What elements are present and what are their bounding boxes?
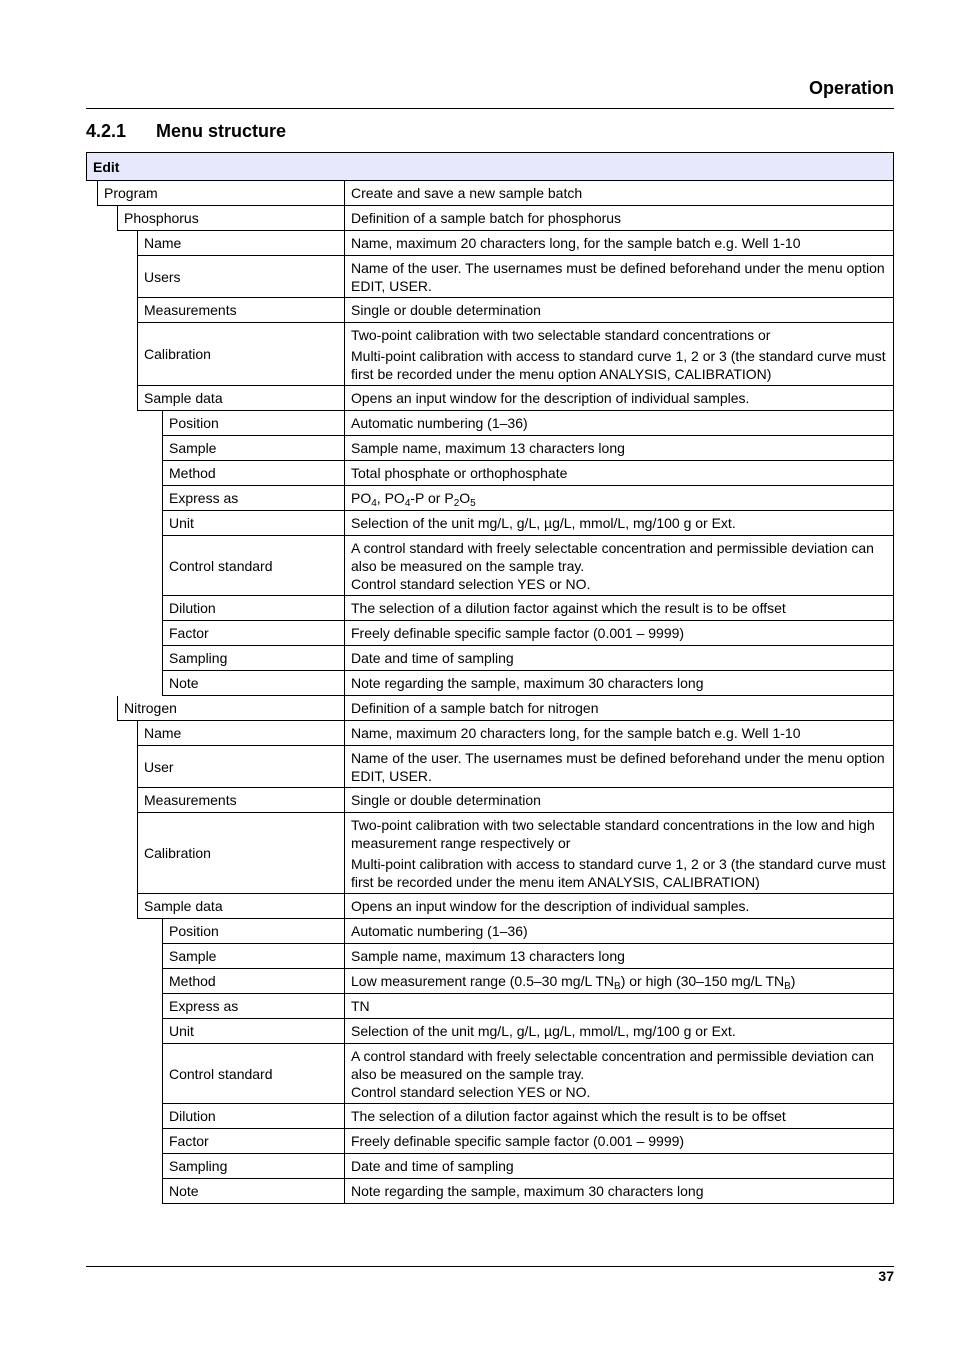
menu-item-label: Measurements	[137, 788, 344, 813]
menu-item-description	[344, 1044, 894, 1104]
menu-row	[86, 944, 894, 969]
menu-item-label: Measurements	[137, 298, 344, 323]
menu-item-description	[344, 696, 894, 721]
menu-item-label: Factor	[162, 1129, 344, 1154]
menu-item-description	[344, 1104, 894, 1129]
menu-item-description	[344, 386, 894, 411]
menu-row	[86, 486, 894, 511]
menu-item-label: User	[137, 746, 344, 788]
description-paragraph: Multi-point calibration with access to standard curve 1, 2 or 3 (the standard curve must first be recorded under the menu option ANALYSIS, CALIBRATION)	[351, 348, 886, 382]
menu-item-description	[344, 486, 894, 511]
menu-row	[86, 386, 894, 411]
menu-item-label: Phosphorus	[117, 206, 344, 231]
menu-structure-table	[86, 152, 894, 1204]
text-segment: ) or high (30–150 mg/L TN	[620, 973, 785, 989]
menu-rows	[86, 181, 894, 1204]
menu-row	[86, 231, 894, 256]
menu-row	[86, 721, 894, 746]
description-paragraph: Create and save a new sample batch	[351, 185, 583, 201]
description-paragraph: The selection of a dilution factor against which the result is to be offset	[351, 600, 786, 616]
description-text	[351, 489, 887, 507]
description-paragraph: Single or double determination	[351, 792, 541, 808]
menu-row	[86, 323, 894, 386]
description-paragraph: Opens an input window for the description of individual samples.	[351, 390, 750, 406]
menu-item-label: Position	[162, 411, 344, 436]
menu-row	[86, 298, 894, 323]
indent-gutter	[86, 1044, 162, 1104]
description-paragraph: Date and time of sampling	[351, 1158, 514, 1174]
subscript-text: B	[784, 981, 791, 992]
menu-item-label: Express as	[162, 994, 344, 1019]
menu-item-description	[344, 788, 894, 813]
menu-item-description	[344, 298, 894, 323]
description-paragraph: Name, maximum 20 characters long, for the sample batch e.g. Well 1-10	[351, 725, 801, 741]
text-segment: O	[459, 490, 471, 506]
menu-item-label: Calibration	[137, 323, 344, 386]
indent-gutter	[86, 461, 162, 486]
menu-row	[86, 1154, 894, 1179]
menu-item-label: Sample data	[137, 894, 344, 919]
menu-item-description	[344, 944, 894, 969]
menu-item-description	[344, 461, 894, 486]
menu-row	[86, 411, 894, 436]
menu-item-label: Sampling	[162, 646, 344, 671]
menu-row	[86, 788, 894, 813]
indent-gutter	[86, 1179, 162, 1204]
menu-row	[86, 994, 894, 1019]
menu-item-description	[344, 1154, 894, 1179]
menu-item-label: Sample	[162, 436, 344, 461]
indent-gutter	[86, 436, 162, 461]
indent-gutter	[86, 1129, 162, 1154]
menu-item-label: Name	[137, 231, 344, 256]
description-paragraph: Note regarding the sample, maximum 30 characters long	[351, 675, 704, 691]
indent-gutter	[86, 696, 117, 721]
section-title: Menu structure	[156, 121, 287, 141]
indent-gutter	[86, 511, 162, 536]
menu-item-label: Sampling	[162, 1154, 344, 1179]
indent-gutter	[86, 788, 137, 813]
menu-item-label: Dilution	[162, 1104, 344, 1129]
description-paragraph: Name of the user. The usernames must be defined beforehand under the menu option EDIT, USER.	[351, 260, 885, 294]
indent-gutter	[86, 1104, 162, 1129]
menu-row	[86, 1019, 894, 1044]
menu-item-description	[344, 721, 894, 746]
description-paragraph: Freely definable specific sample factor (0.001 – 9999)	[351, 1133, 685, 1149]
description-paragraph: Sample name, maximum 13 characters long	[351, 440, 625, 456]
subscript-text: 2	[453, 498, 460, 509]
menu-item-label: Method	[162, 969, 344, 994]
menu-item-description	[344, 813, 894, 894]
indent-gutter	[86, 411, 162, 436]
indent-gutter	[86, 181, 97, 206]
menu-item-description	[344, 671, 894, 696]
indent-gutter	[86, 746, 137, 788]
menu-item-description	[344, 1129, 894, 1154]
text-segment: PO	[351, 490, 372, 506]
menu-item-label: Method	[162, 461, 344, 486]
menu-item-description	[344, 646, 894, 671]
description-paragraph: Name, maximum 20 characters long, for the sample batch e.g. Well 1-10	[351, 235, 801, 251]
text-segment: -P or P	[410, 490, 454, 506]
menu-item-description	[344, 323, 894, 386]
subscript-text: B	[614, 981, 621, 992]
indent-gutter	[86, 386, 137, 411]
menu-item-label: Express as	[162, 486, 344, 511]
indent-gutter	[86, 944, 162, 969]
menu-item-description	[344, 256, 894, 298]
menu-item-label: Name	[137, 721, 344, 746]
description-paragraph: Automatic numbering (1–36)	[351, 415, 528, 431]
menu-item-description	[344, 1019, 894, 1044]
menu-row	[86, 596, 894, 621]
menu-row	[86, 894, 894, 919]
indent-gutter	[86, 919, 162, 944]
indent-gutter	[86, 994, 162, 1019]
indent-gutter	[86, 894, 137, 919]
menu-row	[86, 181, 894, 206]
menu-item-label: Unit	[162, 1019, 344, 1044]
description-paragraph: Automatic numbering (1–36)	[351, 923, 528, 939]
menu-row	[86, 1044, 894, 1104]
description-paragraph: Note regarding the sample, maximum 30 characters long	[351, 1183, 704, 1199]
menu-row	[86, 256, 894, 298]
indent-gutter	[86, 536, 162, 596]
indent-gutter	[86, 621, 162, 646]
menu-item-label: Control standard	[162, 1044, 344, 1104]
footer-divider	[86, 1266, 894, 1267]
menu-row	[86, 206, 894, 231]
menu-row	[86, 536, 894, 596]
description-paragraph: Date and time of sampling	[351, 650, 514, 666]
menu-item-label: Sample data	[137, 386, 344, 411]
menu-row	[86, 511, 894, 536]
description-paragraph: Definition of a sample batch for phosphorus	[351, 210, 622, 226]
menu-root-edit: Edit	[86, 152, 894, 181]
menu-row	[86, 746, 894, 788]
menu-item-description	[344, 536, 894, 596]
menu-item-label: Program	[97, 181, 344, 206]
description-paragraph: Freely definable specific sample factor (0.001 – 9999)	[351, 625, 685, 641]
indent-gutter	[86, 256, 137, 298]
menu-item-description	[344, 746, 894, 788]
indent-gutter	[86, 1019, 162, 1044]
indent-gutter	[86, 486, 162, 511]
subscript-text: 5	[470, 498, 476, 509]
description-paragraph: Selection of the unit mg/L, g/L, µg/L, mmol/L, mg/100 g or Ext.	[351, 515, 736, 531]
menu-item-label: Note	[162, 1179, 344, 1204]
description-paragraph: A control standard with freely selectable concentration and permissible deviation can also be measured on the sample tray. Control standard selection YES or NO.	[351, 540, 874, 592]
indent-gutter	[86, 671, 162, 696]
description-paragraph: Two-point calibration with two selectable standard concentrations in the low and high measurement range respectively or	[351, 817, 875, 851]
menu-row	[86, 621, 894, 646]
menu-item-label: Note	[162, 671, 344, 696]
menu-item-description	[344, 511, 894, 536]
indent-gutter	[86, 596, 162, 621]
menu-item-description	[344, 919, 894, 944]
text-segment: Low measurement range (0.5–30 mg/L TN	[351, 973, 615, 989]
description-paragraph: Selection of the unit mg/L, g/L, µg/L, mmol/L, mg/100 g or Ext.	[351, 1023, 736, 1039]
description-paragraph: Name of the user. The usernames must be defined beforehand under the menu option EDIT, USER.	[351, 750, 885, 784]
menu-item-description	[344, 894, 894, 919]
menu-item-description	[344, 596, 894, 621]
menu-row	[86, 671, 894, 696]
menu-item-label: Position	[162, 919, 344, 944]
description-paragraph: Sample name, maximum 13 characters long	[351, 948, 625, 964]
running-header-title: Operation	[808, 78, 894, 98]
description-paragraph: Single or double determination	[351, 302, 541, 318]
menu-item-description	[344, 969, 894, 994]
menu-item-description	[344, 411, 894, 436]
menu-row	[86, 919, 894, 944]
indent-gutter	[86, 298, 137, 323]
menu-row	[86, 436, 894, 461]
menu-item-description	[344, 231, 894, 256]
indent-gutter	[86, 1154, 162, 1179]
menu-item-description	[344, 994, 894, 1019]
text-segment: , PO	[376, 490, 405, 506]
description-paragraph: Definition of a sample batch for nitrogen	[351, 700, 599, 716]
indent-gutter	[86, 646, 162, 671]
description-paragraph: A control standard with freely selectable concentration and permissible deviation can also be measured on the sample tray. Control standard selection YES or NO.	[351, 1048, 874, 1100]
menu-item-label: Calibration	[137, 813, 344, 894]
menu-item-description	[344, 436, 894, 461]
description-text	[351, 972, 887, 990]
description-paragraph: The selection of a dilution factor against which the result is to be offset	[351, 1108, 786, 1124]
menu-item-label: Dilution	[162, 596, 344, 621]
header-divider	[86, 108, 894, 109]
indent-gutter	[86, 206, 117, 231]
menu-item-label: Sample	[162, 944, 344, 969]
menu-item-label: Unit	[162, 511, 344, 536]
description-paragraph: TN	[351, 998, 370, 1014]
menu-item-label: Factor	[162, 621, 344, 646]
menu-item-label: Users	[137, 256, 344, 298]
menu-item-label: Nitrogen	[117, 696, 344, 721]
indent-gutter	[86, 323, 137, 386]
menu-row	[86, 813, 894, 894]
description-paragraph: Total phosphate or orthophosphate	[351, 465, 568, 481]
section-number: 4.2.1	[86, 121, 127, 141]
menu-item-description	[344, 1179, 894, 1204]
description-paragraph: Multi-point calibration with access to standard curve 1, 2 or 3 (the standard curve must first be recorded under the menu item ANALYSIS, CALIBRATION)	[351, 856, 886, 890]
menu-row	[86, 461, 894, 486]
page-number: 37	[878, 1268, 894, 1284]
indent-gutter	[86, 721, 137, 746]
subscript-text: 4	[404, 498, 411, 509]
menu-row	[86, 646, 894, 671]
indent-gutter	[86, 231, 137, 256]
menu-row	[86, 969, 894, 994]
section-heading	[86, 121, 286, 142]
menu-item-description	[344, 621, 894, 646]
menu-item-description	[344, 181, 894, 206]
text-segment: )	[790, 973, 796, 989]
indent-gutter	[86, 813, 137, 894]
menu-item-label: Control standard	[162, 536, 344, 596]
menu-item-description	[344, 206, 894, 231]
description-paragraph: Two-point calibration with two selectable standard concentrations or	[351, 327, 771, 343]
menu-row	[86, 696, 894, 721]
menu-row	[86, 1129, 894, 1154]
subscript-text: 4	[371, 498, 377, 509]
indent-gutter	[86, 969, 162, 994]
menu-row	[86, 1104, 894, 1129]
description-paragraph: Opens an input window for the description of individual samples.	[351, 898, 750, 914]
menu-row	[86, 1179, 894, 1204]
